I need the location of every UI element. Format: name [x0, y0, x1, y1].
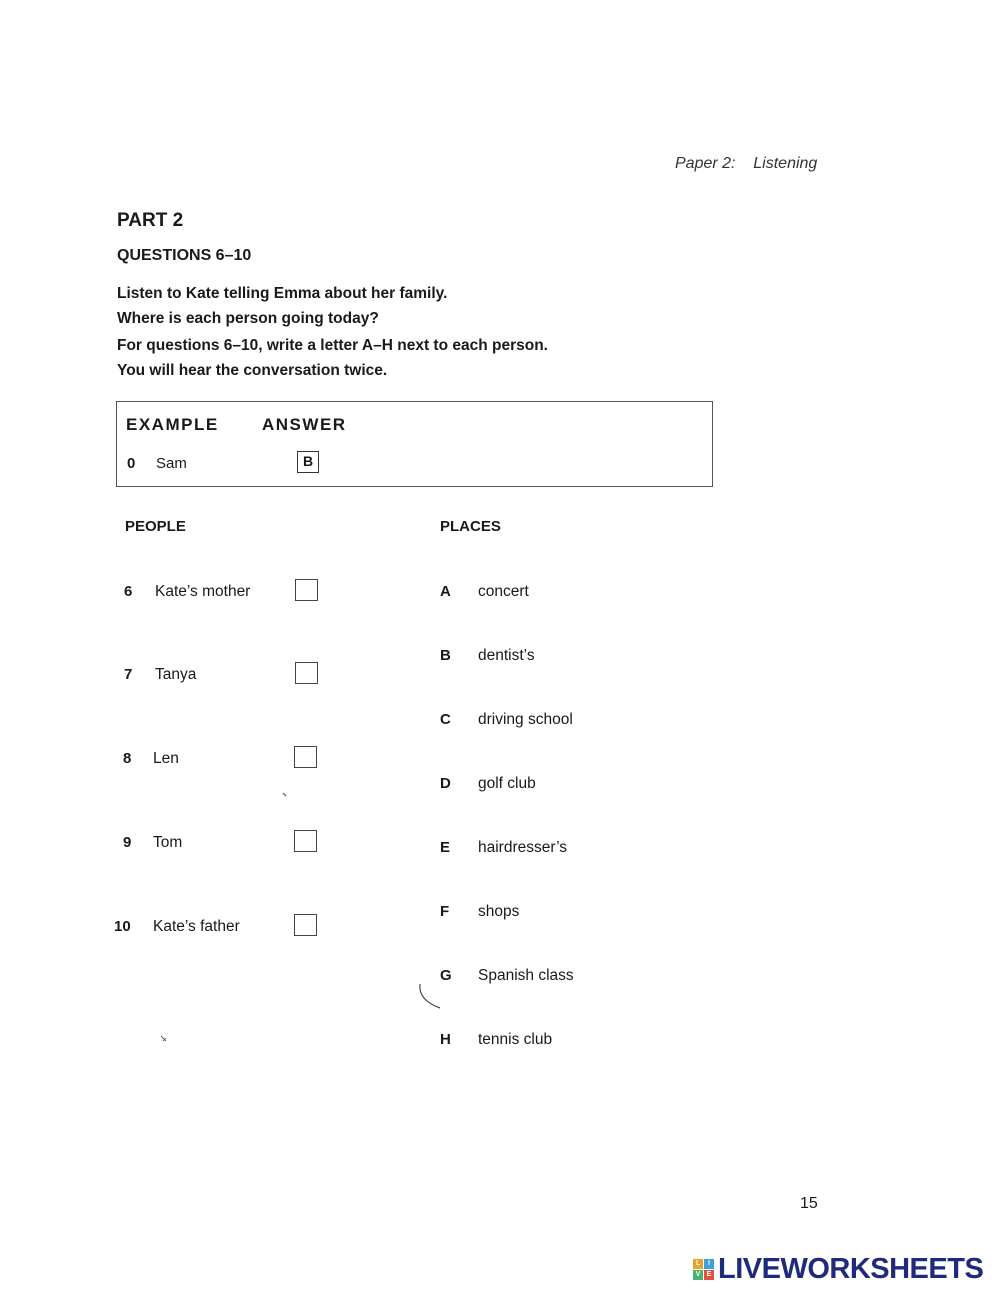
person-name: Kate’s mother	[155, 583, 251, 600]
place-letter: A	[440, 583, 451, 600]
place-name: golf club	[478, 775, 536, 792]
answer-box-9[interactable]	[294, 830, 317, 852]
person-number: 10	[114, 918, 131, 935]
example-number: 0	[127, 455, 136, 472]
place-name: tennis club	[478, 1031, 553, 1048]
logo-cell: I	[704, 1259, 714, 1269]
page-number: 15	[800, 1195, 818, 1212]
place-letter: F	[440, 903, 450, 920]
people-heading: PEOPLE	[125, 518, 186, 535]
place-name: shops	[478, 903, 520, 920]
example-answer: B	[297, 451, 319, 473]
logo-cell: L	[693, 1259, 703, 1269]
paper-header	[675, 155, 817, 173]
instruction-line: For questions 6–10, write a letter A–H next to each person.	[117, 337, 548, 354]
place-letter: D	[440, 775, 451, 792]
questions-title: QUESTIONS 6–10	[117, 247, 252, 264]
stray-mark	[158, 1033, 170, 1045]
instruction-line: Where is each person going today?	[117, 310, 379, 327]
logo-cell: V	[693, 1270, 703, 1280]
place-name: hairdresser’s	[478, 839, 568, 856]
answer-label: ANSWER	[262, 415, 347, 434]
stray-dot	[280, 790, 290, 800]
place-name: Spanish class	[478, 967, 574, 984]
person-name: Tom	[153, 834, 183, 851]
place-name: driving school	[478, 711, 573, 728]
person-name: Kate’s father	[153, 918, 240, 935]
answer-box-10[interactable]	[294, 914, 317, 936]
place-name: concert	[478, 583, 529, 600]
place-name: dentist’s	[478, 647, 535, 664]
place-letter: G	[440, 967, 452, 984]
answer-box-7[interactable]	[295, 662, 318, 684]
instruction-line: Listen to Kate telling Emma about her family.	[117, 285, 448, 302]
logo-icon	[693, 1259, 714, 1280]
person-number: 6	[124, 583, 133, 600]
example-box	[116, 401, 713, 487]
pencil-mark	[410, 980, 450, 1015]
example-label: EXAMPLE	[126, 415, 219, 434]
example-name: Sam	[156, 455, 187, 472]
paper-label: Paper 2:	[675, 155, 736, 172]
person-name: Len	[153, 750, 179, 767]
person-number: 9	[123, 834, 132, 851]
part-title: PART 2	[117, 210, 184, 231]
brand-name: LIVEWORKSHEETS	[718, 1253, 984, 1285]
place-letter: B	[440, 647, 451, 664]
answer-box-6[interactable]	[295, 579, 318, 601]
place-letter: H	[440, 1031, 451, 1048]
person-name: Tanya	[155, 666, 197, 683]
person-number: 7	[124, 666, 133, 683]
places-heading: PLACES	[440, 518, 501, 535]
answer-box-8[interactable]	[294, 746, 317, 768]
person-number: 8	[123, 750, 132, 767]
logo-cell: E	[704, 1270, 714, 1280]
instruction-line: You will hear the conversation twice.	[117, 362, 388, 379]
liveworksheets-logo	[693, 1253, 983, 1286]
place-letter: E	[440, 839, 451, 856]
paper-section: Listening	[753, 155, 818, 172]
place-letter: C	[440, 711, 451, 728]
